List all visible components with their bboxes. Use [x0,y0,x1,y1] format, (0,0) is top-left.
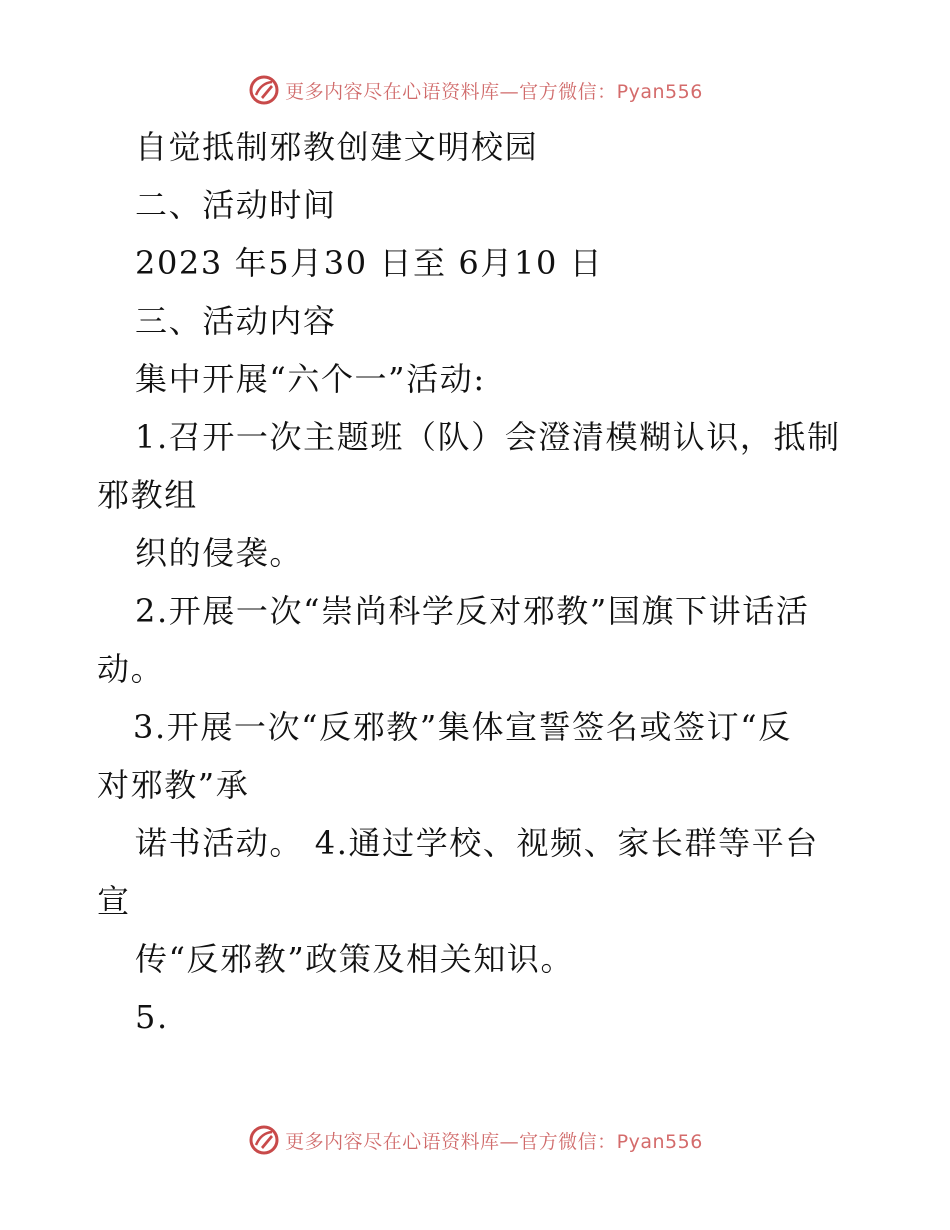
document-body [97,118,867,1046]
doc-line-item-3-end: 诺书活动。 4.通过学校、视频、家长群等平台 [135,824,819,862]
header-watermark [0,72,950,108]
pen-swirl-logo-icon [247,1123,281,1157]
doc-line-item-5: 5. [135,998,169,1036]
doc-line-title: 自觉抵制邪教创建文明校园 [135,128,539,166]
doc-line-item-4-cont: 宣 [97,882,131,920]
doc-line-intro: 集中开展“六个一”活动: [135,360,486,398]
doc-line-item-2-cont: 动。 [97,650,165,688]
doc-line-item-1: 1.召开一次主题班（队）会澄清模糊认识，抵制 [135,418,841,456]
doc-line-item-1-cont: 邪教组 [97,476,198,514]
doc-line-date: 2023 年5月30 日至 6月10 日 [135,244,604,282]
doc-line-item-1-end: 织的侵袭。 [135,534,304,572]
watermark-text: 更多内容尽在心语资料库—官方微信：Pyan556 [285,1130,703,1153]
watermark-text: 更多内容尽在心语资料库—官方微信：Pyan556 [285,80,703,103]
watermark-wechat-id: Pyan556 [616,1130,703,1153]
doc-line-item-2: 2.开展一次“崇尚科学反对邪教”国旗下讲话活 [135,592,810,630]
watermark-wechat-id: Pyan556 [616,80,703,103]
footer-watermark [0,1122,950,1158]
doc-line-item-3-cont: 对邪教”承 [97,766,250,804]
doc-line-section-2: 二、活动时间 [135,186,337,224]
doc-line-item-4-end: 传“反邪教”政策及相关知识。 [135,940,575,978]
doc-line-section-3: 三、活动内容 [135,302,337,340]
pen-swirl-logo-icon [247,73,281,107]
doc-line-item-3: 3.开展一次“反邪教”集体宣誓签名或签订“反 [133,708,792,746]
